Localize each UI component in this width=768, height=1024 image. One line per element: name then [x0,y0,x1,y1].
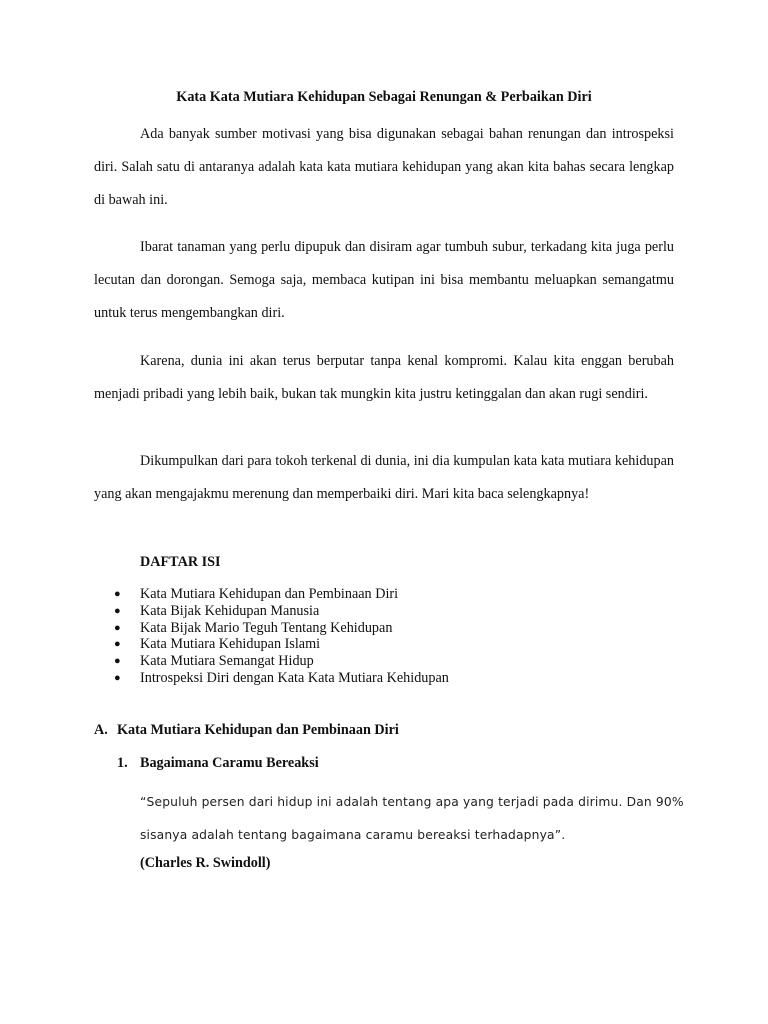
toc-item[interactable] [94,636,449,653]
paragraph-2-text: Ibarat tanaman yang perlu dipupuk dan disiram agar tumbuh subur, terkadang kita juga perlu lecutan dan dorongan. Semoga saja, membaca kutipan ini bisa membantu meluapkan semangatmu untuk terus mengembangkan diri. [94,239,674,321]
quote-line: sisanya adalah tentang bagaimana caramu bereaksi terhadapnya”. [140,828,566,842]
bullet-icon: ● [114,655,121,668]
paragraph-3 [94,345,674,411]
paragraph-4 [94,445,674,511]
paragraph-4-text: Dikumpulkan dari para tokoh terkenal di dunia, ini dia kumpulan kata kata mutiara kehidupan yang akan mengajakmu merenung dan memperbaiki diri. Mari kita baca selengkapnya! [94,453,674,502]
document-title: Kata Kata Mutiara Kehidupan Sebagai Renungan & Perbaikan Diri [176,89,592,105]
toc-item-label: Kata Mutiara Semangat Hidup [140,653,314,670]
paragraph-3-text: Karena, dunia ini akan terus berputar tanpa kenal kompromi. Kalau kita enggan berubah menjadi pribadi yang lebih baik, bukan tak mungkin kita justru ketinggalan dan akan rugi sendiri. [94,353,674,402]
bullet-icon: ● [114,638,121,651]
quote-author: (Charles R. Swindoll) [140,855,271,871]
quote-block [140,786,684,852]
bullet-icon: ● [114,588,121,600]
toc-item-label: Kata Bijak Kehidupan Manusia [140,602,320,619]
paragraph-2 [94,231,674,330]
toc-list [94,586,449,687]
toc-heading: DAFTAR ISI [140,554,221,570]
toc-item[interactable] [94,653,449,670]
bullet-icon: ● [114,671,121,684]
subsection-1-heading [117,754,319,772]
toc-item[interactable] [94,586,449,603]
section-a-heading [94,721,399,739]
subsection-1-marker: 1. [117,755,128,771]
toc-item-label: Kata Bijak Mario Teguh Tentang Kehidupan [140,619,393,636]
toc-item[interactable] [94,603,449,620]
bullet-icon: ● [114,604,121,617]
quote-line: “Sepuluh persen dari hidup ini adalah tentang apa yang terjadi pada dirimu. Dan 90% [140,795,684,809]
toc-item-label: Kata Mutiara Kehidupan dan Pembinaan Diri [140,586,399,602]
toc-item[interactable] [94,620,449,637]
toc-item-label: Kata Mutiara Kehidupan Islami [140,636,321,653]
bullet-icon: ● [114,621,121,634]
toc-item[interactable] [94,670,449,687]
section-a-marker: A. [94,722,108,738]
subsection-1-title: Bagaimana Caramu Bereaksi [140,755,319,771]
section-a-title: Kata Mutiara Kehidupan dan Pembinaan Diri [117,722,399,738]
paragraph-1-text: Ada banyak sumber motivasi yang bisa digunakan sebagai bahan renungan dan introspeksi diri. Salah satu di antaranya adalah kata kata mutiara kehidupan yang akan kita bahas secara lengkap di bawah ini. [94,126,674,208]
toc-item-label: Introspeksi Diri dengan Kata Kata Mutiara Kehidupan [140,669,449,686]
paragraph-1 [94,118,674,217]
